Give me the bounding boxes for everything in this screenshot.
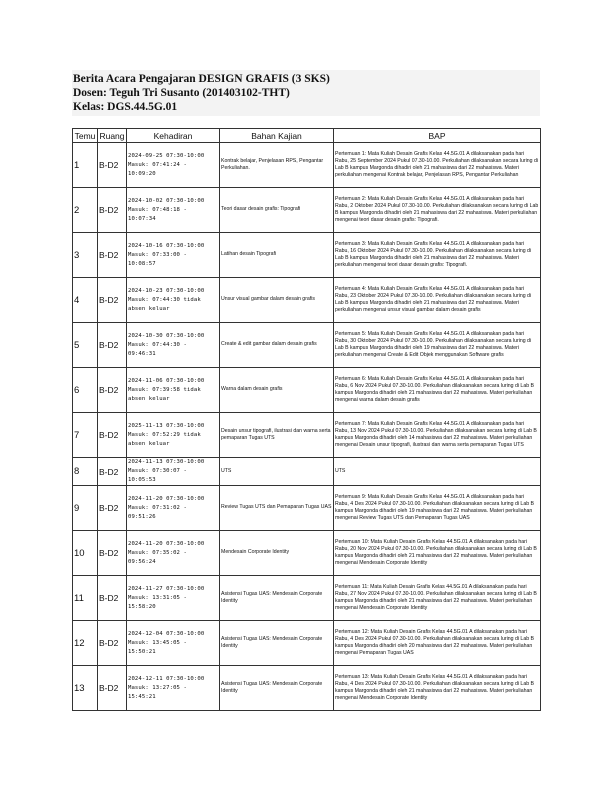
bahan-kajian-cell: Create & edit gambar dalam desain grafis bbox=[220, 323, 334, 368]
table-header-row bbox=[73, 129, 541, 143]
attendance-table bbox=[72, 128, 541, 711]
bap-cell: Pertemuan 3: Mata Kuliah Desain Grafis Kelas 44.5G.01 A dilaksanakan pada hari Rabu, 16 Oktober 2024 Pukul 07.30-10.00. Perkuliahan dilaksanakan secara luring di Lab B kampus Margonda dihadiri oleh 21 mahasiswa dari 22 mahasiswa. Materi perkuliahan mengenai teori dasar desain grafis: Tipografi. bbox=[334, 233, 541, 278]
temu-cell: 2 bbox=[73, 188, 98, 233]
bap-cell: Pertemuan 1: Mata Kuliah Desain Grafis Kelas 44.5G.01 A dilaksanakan pada hari Rabu, 25 September 2024 Pukul 07.30-10.00. Perkuliahan dilaksanakan secara luring di Lab B kampus Margonda dihadiri oleh 21 mahasiswa dari 22 mahasiswa. Materi perkuliahan mengenai Kontrak belajar, Penjelasan RPS, Pengantar Perkuliahan bbox=[334, 143, 541, 188]
bahan-kajian-cell: Latihan desain Tipografi bbox=[220, 233, 334, 278]
attendance-time: Masuk: 13:27:05 - 15:45:21 bbox=[128, 684, 187, 700]
attendance-time: Masuk: 07:44:30 - 09:46:31 bbox=[128, 341, 187, 357]
ruang-cell: B-D2 bbox=[98, 278, 127, 323]
kehadiran-cell bbox=[127, 323, 220, 368]
bap-cell: Pertemuan 4: Mata Kuliah Desain Grafis Kelas 44.5G.01 A dilaksanakan pada hari Rabu, 23 Oktober 2024 Pukul 07.30-10.00. Perkuliahan dilaksanakan secara luring di Lab B kampus Margonda dihadiri oleh 21 mahasiswa dari 22 mahasiswa. Materi perkuliahan mengenai unsur visual gambar dalam desain grafis bbox=[334, 278, 541, 323]
bap-cell: Pertemuan 2: Mata Kuliah Desain Grafis Kelas 44.5G.01 A dilaksanakan pada hari Rabu, 2 Oktober 2024 Pukul 07.30-10.00. Perkuliahan dilaksanakan secara luring di Lab B kampus Margonda dihadiri oleh 21 mahasiswa dari 22 mahasiswa. Materi perkuliahan mengenai teori dasar desain grafis: Tipografi. bbox=[334, 188, 541, 233]
lecturer-line: Dosen: Teguh Tri Susanto (201403102-THT) bbox=[73, 87, 290, 99]
table-row bbox=[73, 188, 541, 233]
col-header-ruang: Ruang bbox=[99, 130, 125, 141]
temu-cell: 9 bbox=[73, 486, 98, 531]
table-row bbox=[73, 666, 541, 711]
attendance-time: Masuk: 07:48:18 - 10:07:34 bbox=[128, 206, 187, 222]
session-date: 2024-11-27 07:30-10:00 bbox=[128, 585, 205, 592]
bahan-kajian-cell: UTS bbox=[220, 458, 334, 486]
temu-cell: 13 bbox=[73, 666, 98, 711]
session-date: 2024-10-02 07:30-10:00 bbox=[128, 197, 205, 204]
class-line: Kelas: DGS.44.5G.01 bbox=[73, 101, 178, 113]
ruang-cell: B-D2 bbox=[98, 621, 127, 666]
attendance-time: Masuk: 07:41:24 - 10:09:20 bbox=[128, 161, 187, 177]
attendance-time: Masuk: 13:31:05 - 15:58:20 bbox=[128, 594, 187, 610]
kehadiran-cell bbox=[127, 666, 220, 711]
attendance-time: Masuk: 13:45:05 - 15:50:21 bbox=[128, 639, 187, 655]
table-row bbox=[73, 413, 541, 458]
col-header-bahan-kajian: Bahan Kajian bbox=[220, 129, 334, 143]
kehadiran-cell bbox=[127, 576, 220, 621]
ruang-cell: B-D2 bbox=[98, 531, 127, 576]
ruang-cell: B-D2 bbox=[98, 458, 127, 486]
temu-cell: 3 bbox=[73, 233, 98, 278]
table-row bbox=[73, 278, 541, 323]
bap-cell: Pertemuan 10: Mata Kuliah Desain Grafis Kelas 44.5G.01 A dilaksanakan pada hari Rabu, 20 Nov 2024 Pukul 07.30-10.00. Perkuliahan dilaksanakan secara luring di Lab B kampus Margonda dihadiri oleh 21 mahasiswa dari 22 mahasiswa. Materi perkuliahan mengenai Mendesain Corporate Identity bbox=[334, 531, 541, 576]
bahan-kajian-cell: Review Tugas UTS dan Pemaparan Tugas UAS bbox=[220, 486, 334, 531]
bahan-kajian-cell: Warna dalam desain grafis bbox=[220, 368, 334, 413]
attendance-time: Masuk: 07:35:02 - 09:56:24 bbox=[128, 549, 187, 565]
kehadiran-cell bbox=[127, 368, 220, 413]
bap-cell: Pertemuan 9: Mata Kuliah Desain Grafis Kelas 44.5G.01 A dilaksanakan pada hari Rabu, 4 Des 2024 Pukul 07.30-10.00. Perkuliahan dilaksanakan secara luring di Lab B kampus Margonda dihadiri oleh 19 mahasiswa dari 22 mahasiswa. Materi perkuliahan mengenai Review Tugas UTS dan Pemaparan Tugas UAS bbox=[334, 486, 541, 531]
bap-cell: UTS bbox=[334, 458, 541, 486]
table-row bbox=[73, 143, 541, 188]
bahan-kajian-cell: Kontrak belajar, Penjelasan RPS, Pengantar Perkuliahan. bbox=[220, 143, 334, 188]
kehadiran-cell bbox=[127, 278, 220, 323]
bahan-kajian-cell: Desain unsur tipografi, ilustrasi dan warna serta pemaparan Tugas UTS bbox=[220, 413, 334, 458]
col-header-kehadiran: Kehadiran bbox=[127, 129, 220, 143]
temu-cell: 5 bbox=[73, 323, 98, 368]
session-date: 2024-11-20 07:30-10:00 bbox=[128, 495, 205, 502]
kehadiran-cell bbox=[127, 531, 220, 576]
kehadiran-cell bbox=[127, 188, 220, 233]
table-row bbox=[73, 368, 541, 413]
ruang-cell: B-D2 bbox=[98, 233, 127, 278]
temu-cell: 8 bbox=[73, 458, 98, 486]
temu-cell: 4 bbox=[73, 278, 98, 323]
kehadiran-cell bbox=[127, 458, 220, 486]
table-row bbox=[73, 486, 541, 531]
session-date: 2024-10-30 07:30-10:00 bbox=[128, 332, 205, 339]
temu-cell: 11 bbox=[73, 576, 98, 621]
bahan-kajian-cell: Asistensi Tugas UAS: Mendesain Corporate Identity bbox=[220, 666, 334, 711]
ruang-cell: B-D2 bbox=[98, 143, 127, 188]
session-date: 2024-11-06 07:30-10:00 bbox=[128, 377, 205, 384]
table-row bbox=[73, 621, 541, 666]
attendance-time: Masuk: 07:31:02 - 09:51:26 bbox=[128, 504, 187, 520]
temu-cell: 10 bbox=[73, 531, 98, 576]
ruang-cell: B-D2 bbox=[98, 188, 127, 233]
session-date: 2024-12-11 07:30-10:00 bbox=[128, 675, 205, 682]
bahan-kajian-cell: Mendesain Corporate Identity bbox=[220, 531, 334, 576]
session-date: 2024-10-23 07:30-10:00 bbox=[128, 287, 205, 294]
session-date: 2024-09-25 07:30-10:00 bbox=[128, 152, 205, 159]
table-row bbox=[73, 576, 541, 621]
attendance-time: Masuk: 07:52:29 tidak absen keluar bbox=[128, 431, 201, 447]
table-row bbox=[73, 458, 541, 486]
bahan-kajian-cell: Teori dasar desain grafis: Tipografi bbox=[220, 188, 334, 233]
ruang-cell: B-D2 bbox=[98, 368, 127, 413]
temu-cell: 7 bbox=[73, 413, 98, 458]
temu-cell: 1 bbox=[73, 143, 98, 188]
bap-cell: Pertemuan 12: Mata Kuliah Desain Grafis Kelas 44.5G.01 A dilaksanakan pada hari Rabu, 4 Des 2024 Pukul 07.30-10.00. Perkuliahan dilaksanakan secara luring di Lab B kampus Margonda dihadiri oleh 20 mahasiswa dari 22 mahasiswa. Materi perkuliahan mengenai Pemaparan Tugas UAS bbox=[334, 621, 541, 666]
attendance-time: Masuk: 07:39:58 tidak absen keluar bbox=[128, 386, 201, 402]
col-header-bap: BAP bbox=[334, 129, 541, 143]
ruang-cell: B-D2 bbox=[98, 413, 127, 458]
attendance-time: Masuk: 07:44:30 tidak absen keluar bbox=[128, 296, 201, 312]
bahan-kajian-cell: Asistensi Tugas UAS: Mendesain Corporate Identity bbox=[220, 621, 334, 666]
kehadiran-cell bbox=[127, 413, 220, 458]
ruang-cell: B-D2 bbox=[98, 576, 127, 621]
kehadiran-cell bbox=[127, 486, 220, 531]
document-header bbox=[72, 70, 540, 116]
bap-cell: Pertemuan 11: Mata Kuliah Desain Grafis Kelas 44.5G.01 A dilaksanakan pada hari Rabu, 27 Nov 2024 Pukul 07.30-10.00. Perkuliahan dilaksanakan secara luring di Lab B kampus Margonda dihadiri oleh 21 mahasiswa dari 22 mahasiswa. Materi perkuliahan mengenai Mendesain Corporate Identity bbox=[334, 576, 541, 621]
table-row bbox=[73, 323, 541, 368]
bahan-kajian-cell: Unsur visual gambar dalam desain grafis bbox=[220, 278, 334, 323]
session-date: 2025-11-13 07:30-10:00 bbox=[128, 422, 205, 429]
col-header-temu: Temu bbox=[73, 129, 98, 143]
ruang-cell: B-D2 bbox=[98, 323, 127, 368]
bap-cell: Pertemuan 13: Mata Kuliah Desain Grafis Kelas 44.5G.01 A dilaksanakan pada hari Rabu, 4 Des 2024 Pukul 07.30-10.00. Perkuliahan dilaksanakan secara luring di Lab B kampus Margonda dihadiri oleh 21 mahasiswa dari 22 mahasiswa. Materi perkuliahan mengenai Mendesain Corporate Identity bbox=[334, 666, 541, 711]
bap-cell: Pertemuan 7: Mata Kuliah Desain Grafis Kelas 44.5G.01 A dilaksanakan pada hari Rabu, 13 Nov 2024 Pukul 07.30-10.00. Perkuliahan dilaksanakan secara luring di Lab B kampus Margonda dihadiri oleh 14 mahasiswa dari 22 mahasiswa. Materi perkuliahan mengenai Desain unsur tipografi, ilustrasi dan warna serta pemaparan Tugas UTS bbox=[334, 413, 541, 458]
table-row bbox=[73, 531, 541, 576]
table-row bbox=[73, 233, 541, 278]
temu-cell: 12 bbox=[73, 621, 98, 666]
session-date: 2024-12-04 07:30-10:00 bbox=[128, 630, 205, 637]
kehadiran-cell bbox=[127, 621, 220, 666]
bap-cell: Pertemuan 6: Mata Kuliah Desain Grafis Kelas 44.5G.01 A dilaksanakan pada hari Rabu, 6 Nov 2024 Pukul 07.30-10.00. Perkuliahan dilaksanakan secara luring di Lab B kampus Margonda dihadiri oleh 21 mahasiswa dari 22 mahasiswa. Materi perkuliahan mengenai warna dalam desain grafis bbox=[334, 368, 541, 413]
temu-cell: 6 bbox=[73, 368, 98, 413]
ruang-cell: B-D2 bbox=[98, 666, 127, 711]
kehadiran-cell bbox=[127, 233, 220, 278]
session-date: 2024-11-20 07:30-10:00 bbox=[128, 540, 205, 547]
bahan-kajian-cell: Asistensi Tugas UAS: Mendesain Corporate Identity bbox=[220, 576, 334, 621]
ruang-cell: B-D2 bbox=[98, 486, 127, 531]
session-date: 2024-10-16 07:30-10:00 bbox=[128, 242, 205, 249]
attendance-time: Masuk: 07:30:07 - 10:05:53 bbox=[128, 468, 187, 483]
kehadiran-cell bbox=[127, 143, 220, 188]
session-date: 2024-11-13 07:30-10:00 bbox=[128, 459, 205, 465]
bap-cell: Pertemuan 5: Mata Kuliah Desain Grafis Kelas 44.5G.01 A dilaksanakan pada hari Rabu, 30 Oktober 2024 Pukul 07.30-10.00. Perkuliahan dilaksanakan secara luring di Lab B kampus Margonda dihadiri oleh 19 mahasiswa dari 22 mahasiswa. Materi perkuliahan mengenai Create & Edit Objek menggunakan Software grafis bbox=[334, 323, 541, 368]
attendance-time: Masuk: 07:33:00 - 10:08:57 bbox=[128, 251, 187, 267]
document-title: Berita Acara Pengajaran DESIGN GRAFIS (3 SKS) bbox=[73, 73, 330, 85]
